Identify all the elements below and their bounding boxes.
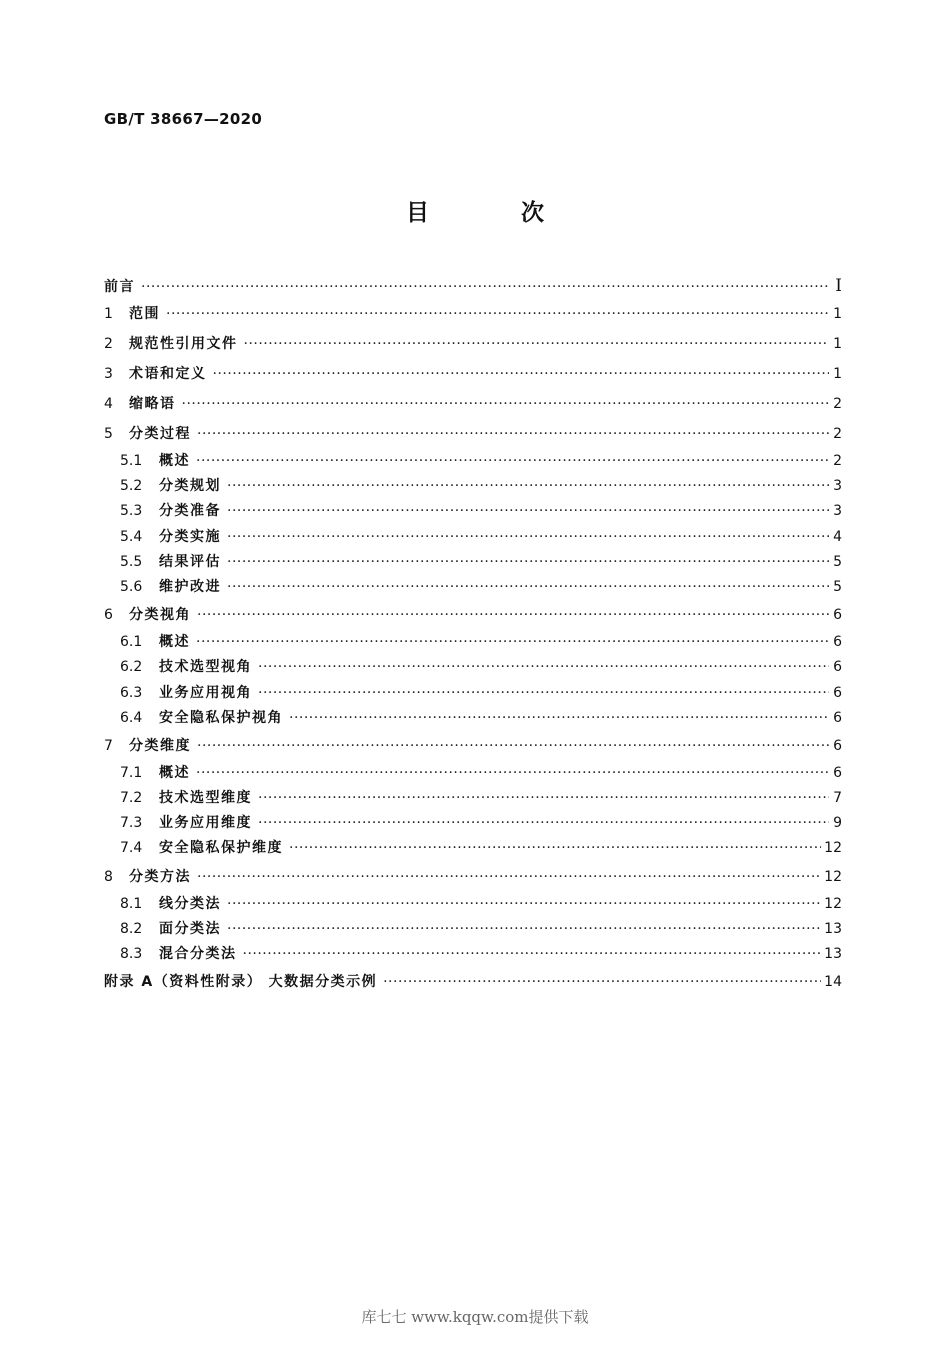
toc-entry[interactable] [104, 862, 842, 892]
toc-entry-label: 概述 [159, 764, 190, 781]
toc-dot-leader [227, 499, 829, 524]
toc-entry-number: 6.2 [120, 659, 143, 676]
toc-entry-number: 8.1 [120, 895, 143, 912]
toc-dot-leader [196, 449, 829, 474]
toc-entry-page: 6 [833, 634, 842, 651]
toc-entry-page: 2 [833, 396, 842, 412]
toc-entry[interactable] [104, 550, 842, 575]
footer-watermark: 库七七 www.kqqw.com提供下载 [361, 1308, 589, 1326]
toc-entry-label: 规范性引用文件 [129, 336, 238, 352]
toc-entry[interactable] [104, 786, 842, 811]
toc-entry-page: 7 [833, 790, 842, 807]
toc-dot-leader [227, 575, 829, 600]
toc-entry-page: 3 [833, 478, 842, 495]
toc-dot-leader [197, 862, 821, 892]
toc-entry[interactable] [104, 449, 842, 474]
toc-entry-number: 1 [104, 306, 113, 322]
toc-entry-page: 3 [833, 503, 842, 520]
toc-entry-label: 维护改进 [159, 578, 221, 595]
toc-entry-page: 6 [833, 709, 842, 726]
toc-entry-page: 5 [833, 553, 842, 570]
toc-dot-leader [227, 892, 821, 917]
toc-entry-number: 7.3 [120, 815, 143, 832]
toc-entry-number: 5.2 [120, 478, 143, 495]
toc-entry-label: 技术选型维度 [159, 790, 252, 807]
toc-dot-leader [197, 731, 829, 761]
toc-dot-leader [244, 329, 830, 359]
toc-dot-leader [227, 550, 829, 575]
toc-entry[interactable] [104, 917, 842, 942]
toc-entry-number: 8.3 [120, 946, 143, 962]
toc-dot-leader [227, 474, 829, 499]
toc-entry-page: 12 [824, 895, 842, 912]
toc-entry-page: 1 [833, 366, 842, 382]
toc-entry-label: 分类规划 [159, 478, 221, 495]
toc-entry[interactable] [104, 600, 842, 630]
toc-entry-label: 分类维度 [129, 737, 191, 754]
toc-dot-leader [141, 272, 829, 302]
toc-entry-page: 6 [833, 684, 842, 701]
toc-entry-page: 2 [833, 453, 842, 469]
toc-entry[interactable] [104, 389, 842, 419]
page-title: 目 次 [405, 200, 586, 226]
toc-entry-page: I [835, 276, 842, 296]
toc-entry-number: 7.1 [120, 764, 143, 781]
toc-entry-page: 12 [824, 840, 842, 857]
toc-entry-number: 7.4 [120, 840, 143, 857]
toc-dot-leader [213, 359, 830, 389]
toc-entry-page: 13 [824, 946, 842, 962]
toc-entry[interactable] [104, 271, 842, 299]
toc-dot-leader [243, 942, 822, 967]
toc-entry-page: 14 [824, 974, 842, 991]
toc-entry[interactable] [104, 731, 842, 761]
toc-entry-page: 1 [833, 336, 842, 352]
toc-entry-label: 业务应用视角 [159, 684, 252, 701]
toc-entry-label: 技术选型视角 [159, 659, 252, 676]
standard-code: GB/T 38667—2020 [104, 110, 263, 128]
toc-dot-leader [197, 600, 829, 630]
toc-entry-label: 线分类法 [159, 895, 221, 912]
toc-entry-number: 2 [104, 336, 113, 352]
toc-entry-number: 6 [104, 607, 113, 624]
toc-entry-number: 7 [104, 737, 113, 754]
toc-entry-label: 分类过程 [129, 426, 191, 442]
toc-entry-label: 缩略语 [129, 396, 176, 412]
toc-dot-leader [197, 419, 829, 449]
toc-entry[interactable] [104, 299, 842, 329]
toc-entry[interactable] [104, 836, 842, 861]
toc-dot-leader [166, 299, 829, 329]
toc-entry-label: 附录 A（资料性附录） 大数据分类示例 [104, 974, 378, 991]
toc-entry-number: 8.2 [120, 920, 143, 937]
toc-entry[interactable] [104, 811, 842, 836]
toc-entry-label: 术语和定义 [129, 366, 207, 382]
toc-entry-label: 分类实施 [159, 528, 221, 545]
toc-entry-number: 8 [104, 868, 113, 885]
table-of-contents [104, 271, 842, 997]
toc-entry[interactable] [104, 761, 842, 786]
toc-entry-page: 6 [833, 607, 842, 624]
toc-dot-leader [258, 681, 829, 706]
toc-entry-number: 6.4 [120, 709, 143, 726]
toc-entry-number: 4 [104, 396, 113, 412]
toc-entry-number: 5.6 [120, 578, 143, 595]
toc-entry-label: 业务应用维度 [159, 815, 252, 832]
toc-entry[interactable] [104, 474, 842, 499]
toc-dot-leader [289, 836, 821, 861]
toc-entry[interactable] [104, 706, 842, 731]
toc-entry[interactable] [104, 499, 842, 524]
toc-entry-page: 6 [833, 764, 842, 781]
toc-entry[interactable] [104, 630, 842, 655]
toc-entry[interactable] [104, 942, 842, 967]
toc-entry-number: 3 [104, 366, 113, 382]
toc-entry-page: 13 [824, 920, 842, 937]
toc-entry-label: 安全隐私保护视角 [159, 709, 283, 726]
toc-entry-label: 概述 [159, 634, 190, 651]
toc-dot-leader [383, 967, 821, 997]
toc-entry-label: 分类视角 [129, 607, 191, 624]
toc-entry-label: 范围 [129, 306, 160, 322]
toc-entry-number: 5.5 [120, 553, 143, 570]
toc-entry-label: 前言 [104, 279, 135, 295]
toc-entry[interactable] [104, 655, 842, 680]
toc-entry-number: 5.1 [120, 453, 143, 469]
toc-entry[interactable] [104, 681, 842, 706]
toc-dot-leader [258, 811, 829, 836]
toc-entry-label: 混合分类法 [159, 946, 237, 962]
toc-entry-label: 分类方法 [129, 868, 191, 885]
toc-dot-leader [196, 761, 829, 786]
toc-entry-page: 4 [833, 528, 842, 545]
toc-dot-leader [182, 389, 830, 419]
toc-entry-number: 6.3 [120, 684, 143, 701]
toc-entry-page: 9 [833, 815, 842, 832]
toc-entry[interactable] [104, 575, 842, 600]
toc-entry[interactable] [104, 525, 842, 550]
toc-entry[interactable] [104, 419, 842, 449]
toc-dot-leader [227, 525, 829, 550]
toc-dot-leader [258, 786, 829, 811]
toc-entry[interactable] [104, 329, 842, 359]
toc-entry-label: 结果评估 [159, 553, 221, 570]
toc-entry-label: 分类准备 [159, 503, 221, 520]
toc-entry[interactable] [104, 892, 842, 917]
toc-entry-number: 6.1 [120, 634, 143, 651]
toc-entry-number: 5.4 [120, 528, 143, 545]
toc-entry[interactable] [104, 359, 842, 389]
toc-entry-label: 面分类法 [159, 920, 221, 937]
toc-entry-page: 6 [833, 737, 842, 754]
toc-dot-leader [258, 655, 829, 680]
toc-entry-number: 7.2 [120, 790, 143, 807]
toc-dot-leader [196, 630, 829, 655]
toc-entry-number: 5 [104, 426, 113, 442]
toc-entry-page: 12 [824, 868, 842, 885]
toc-entry-label: 安全隐私保护维度 [159, 840, 283, 857]
toc-entry-page: 6 [833, 659, 842, 676]
toc-entry-page: 5 [833, 578, 842, 595]
toc-dot-leader [227, 917, 821, 942]
toc-entry-label: 概述 [159, 453, 190, 469]
toc-entry-number: 5.3 [120, 503, 143, 520]
toc-dot-leader [289, 706, 829, 731]
toc-entry-page: 1 [833, 306, 842, 322]
toc-entry[interactable] [104, 967, 842, 997]
toc-entry-page: 2 [833, 426, 842, 442]
